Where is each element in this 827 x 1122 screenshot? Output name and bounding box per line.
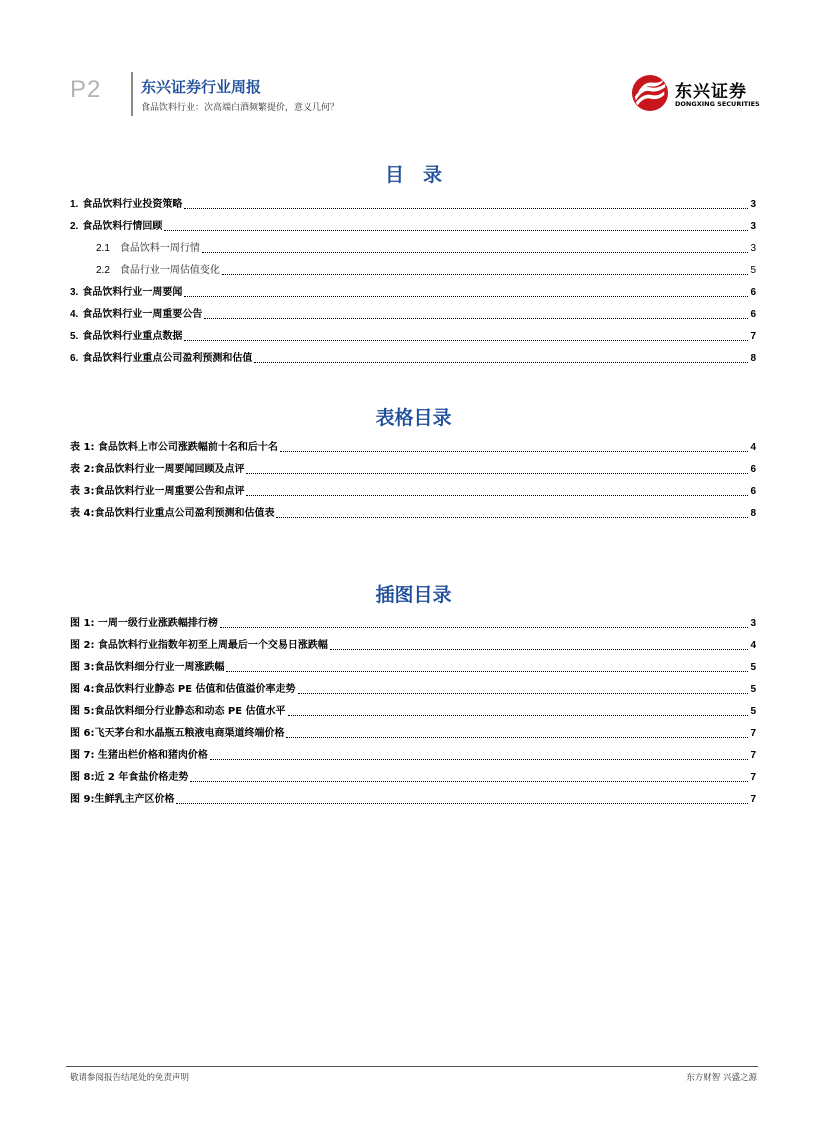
- toc-leader-dots: [246, 495, 748, 496]
- figure-toc-entry[interactable]: [70, 615, 756, 631]
- toc-entry-number: 3.: [70, 287, 79, 298]
- figure-toc-entry[interactable]: [70, 681, 756, 697]
- toc-entry[interactable]: [70, 218, 756, 234]
- toc-entry-text: 表 3:食品饮料行业一周重要公告和点评: [70, 486, 245, 497]
- toc-entry-text: 食品饮料行业重点公司盈利预测和估值: [82, 353, 253, 364]
- toc-entry-number: 6.: [70, 353, 79, 364]
- toc-entry[interactable]: [70, 240, 756, 256]
- toc-entry-text: 图 9:生鲜乳主产区价格: [70, 794, 175, 805]
- toc-entry-text: 图 8:近 2 年食盐价格走势: [70, 772, 189, 783]
- dongxing-logo-icon: [631, 74, 669, 112]
- toc-entry-text: 图 1: 一周一级行业涨跌幅排行榜: [70, 618, 218, 629]
- toc-entry-number: 1.: [70, 199, 79, 210]
- toc-leader-dots: [184, 296, 748, 297]
- toc-entry-text: 食品饮料行业一周重要公告: [82, 309, 203, 320]
- toc-entry-page: 7: [750, 772, 756, 783]
- toc-leader-dots: [254, 362, 748, 363]
- toc-entry-page: 5: [750, 662, 756, 673]
- toc-leader-dots: [222, 274, 749, 275]
- footer-disclaimer: 敬请参阅报告结尾处的免责声明: [70, 1073, 190, 1083]
- table-toc-entry[interactable]: [70, 483, 756, 499]
- toc-entry-text: 食品行业一周估值变化: [119, 265, 220, 276]
- company-logo: [631, 74, 761, 114]
- toc-entry-page: 3: [750, 221, 756, 232]
- table-toc-entry[interactable]: [70, 439, 756, 455]
- toc-entry-text: 食品饮料行业重点数据: [82, 331, 183, 342]
- toc-leader-dots: [176, 803, 748, 804]
- toc-entry-page: 4: [750, 442, 756, 453]
- toc-entry-page: 8: [750, 508, 756, 519]
- toc-entry-page: 7: [750, 331, 756, 342]
- toc-entry-page: 3: [750, 618, 756, 629]
- table-toc-entry[interactable]: [70, 505, 756, 521]
- toc-entry-page: 7: [750, 728, 756, 739]
- toc-leader-dots: [276, 517, 748, 518]
- toc-entry-text: 图 4:食品饮料行业静态 PE 估值和估值溢价率走势: [70, 684, 296, 695]
- toc-entry-page: 6: [750, 309, 756, 320]
- footer-slogan: 东方财智 兴盛之源: [686, 1073, 757, 1083]
- toc-entry[interactable]: [70, 306, 756, 322]
- toc-entry-page: 6: [750, 287, 756, 298]
- figure-toc-entry[interactable]: [70, 703, 756, 719]
- figure-toc-entry[interactable]: [70, 637, 756, 653]
- toc-entry[interactable]: [70, 350, 756, 366]
- toc-entry-number: 2.: [70, 221, 79, 232]
- toc-leader-dots: [330, 649, 749, 650]
- toc-leader-dots: [280, 451, 749, 452]
- toc-entry[interactable]: [70, 328, 756, 344]
- tables-toc-title: 表格目录: [375, 407, 452, 429]
- toc-entry-text: 图 6:飞天茅台和水晶瓶五粮液电商渠道终端价格: [70, 728, 285, 739]
- toc-entry-page: 6: [750, 464, 756, 475]
- toc-entry-text: 食品饮料行业一周要闻: [82, 287, 183, 298]
- page-number: P2: [70, 76, 102, 103]
- toc-entry-number: 5.: [70, 331, 79, 342]
- toc-entry-page: 4: [750, 640, 756, 651]
- logo-text-en: DONGXING SECURITIES: [675, 100, 760, 108]
- toc-leader-dots: [202, 252, 749, 253]
- report-title: 东兴证券行业周报: [141, 78, 262, 96]
- figures-toc-title: 插图目录: [375, 584, 452, 606]
- table-toc-entry[interactable]: [70, 461, 756, 477]
- toc-entry-text: 表 1: 食品饮料上市公司涨跌幅前十名和后十名: [70, 442, 278, 453]
- toc-leader-dots: [288, 715, 749, 716]
- figure-toc-entry[interactable]: [70, 747, 756, 763]
- toc-leader-dots: [210, 759, 749, 760]
- toc-title: 目 录: [384, 164, 442, 186]
- toc-entry-text: 表 2:食品饮料行业一周要闻回顾及点评: [70, 464, 245, 475]
- footer-divider: [66, 1066, 758, 1067]
- figure-toc-entry[interactable]: [70, 725, 756, 741]
- toc-leader-dots: [190, 781, 748, 782]
- toc-leader-dots: [184, 208, 748, 209]
- toc-entry-page: 7: [750, 750, 756, 761]
- toc-leader-dots: [164, 230, 748, 231]
- toc-entry-text: 食品饮料行业投资策略: [82, 199, 183, 210]
- figure-toc-entry[interactable]: [70, 791, 756, 807]
- toc-entry-page: 5: [750, 706, 756, 717]
- toc-entry-number: 2.1: [96, 243, 110, 254]
- toc-entry[interactable]: [70, 196, 756, 212]
- toc-entry[interactable]: [70, 284, 756, 300]
- toc-leader-dots: [204, 318, 748, 319]
- toc-entry-text: 食品饮料一周行情: [119, 243, 200, 254]
- toc-entry-page: 5: [750, 265, 756, 276]
- page-header: [0, 0, 827, 120]
- toc-entry-number: 2.2: [96, 265, 110, 276]
- toc-leader-dots: [298, 693, 749, 694]
- toc-entry-text: 图 7: 生猪出栏价格和猪肉价格: [70, 750, 208, 761]
- toc-entry-text: 食品饮料行情回顾: [82, 221, 163, 232]
- toc-entry-text: 图 5:食品饮料细分行业静态和动态 PE 估值水平: [70, 706, 286, 717]
- toc-entry-page: 6: [750, 486, 756, 497]
- header-divider: [131, 72, 133, 116]
- toc-entry-page: 5: [750, 684, 756, 695]
- toc-entry-text: 图 2: 食品饮料行业指数年初至上周最后一个交易日涨跌幅: [70, 640, 328, 651]
- toc-leader-dots: [286, 737, 748, 738]
- toc-entry[interactable]: [70, 262, 756, 278]
- toc-leader-dots: [226, 671, 748, 672]
- logo-text-cn: 东兴证券: [675, 82, 747, 102]
- figure-toc-entry[interactable]: [70, 769, 756, 785]
- toc-entry-page: 3: [750, 199, 756, 210]
- toc-leader-dots: [246, 473, 748, 474]
- toc-entry-text: 图 3:食品饮料细分行业一周涨跌幅: [70, 662, 225, 673]
- toc-entry-number: 4.: [70, 309, 79, 320]
- report-subtitle: 食品饮料行业：次高端白酒频繁提价，意义几何？: [141, 103, 340, 113]
- figure-toc-entry[interactable]: [70, 659, 756, 675]
- toc-leader-dots: [220, 627, 749, 628]
- toc-leader-dots: [184, 340, 748, 341]
- toc-entry-page: 7: [750, 794, 756, 805]
- toc-entry-page: 3: [750, 243, 756, 254]
- toc-entry-text: 表 4:食品饮料行业重点公司盈利预测和估值表: [70, 508, 275, 519]
- toc-entry-page: 8: [750, 353, 756, 364]
